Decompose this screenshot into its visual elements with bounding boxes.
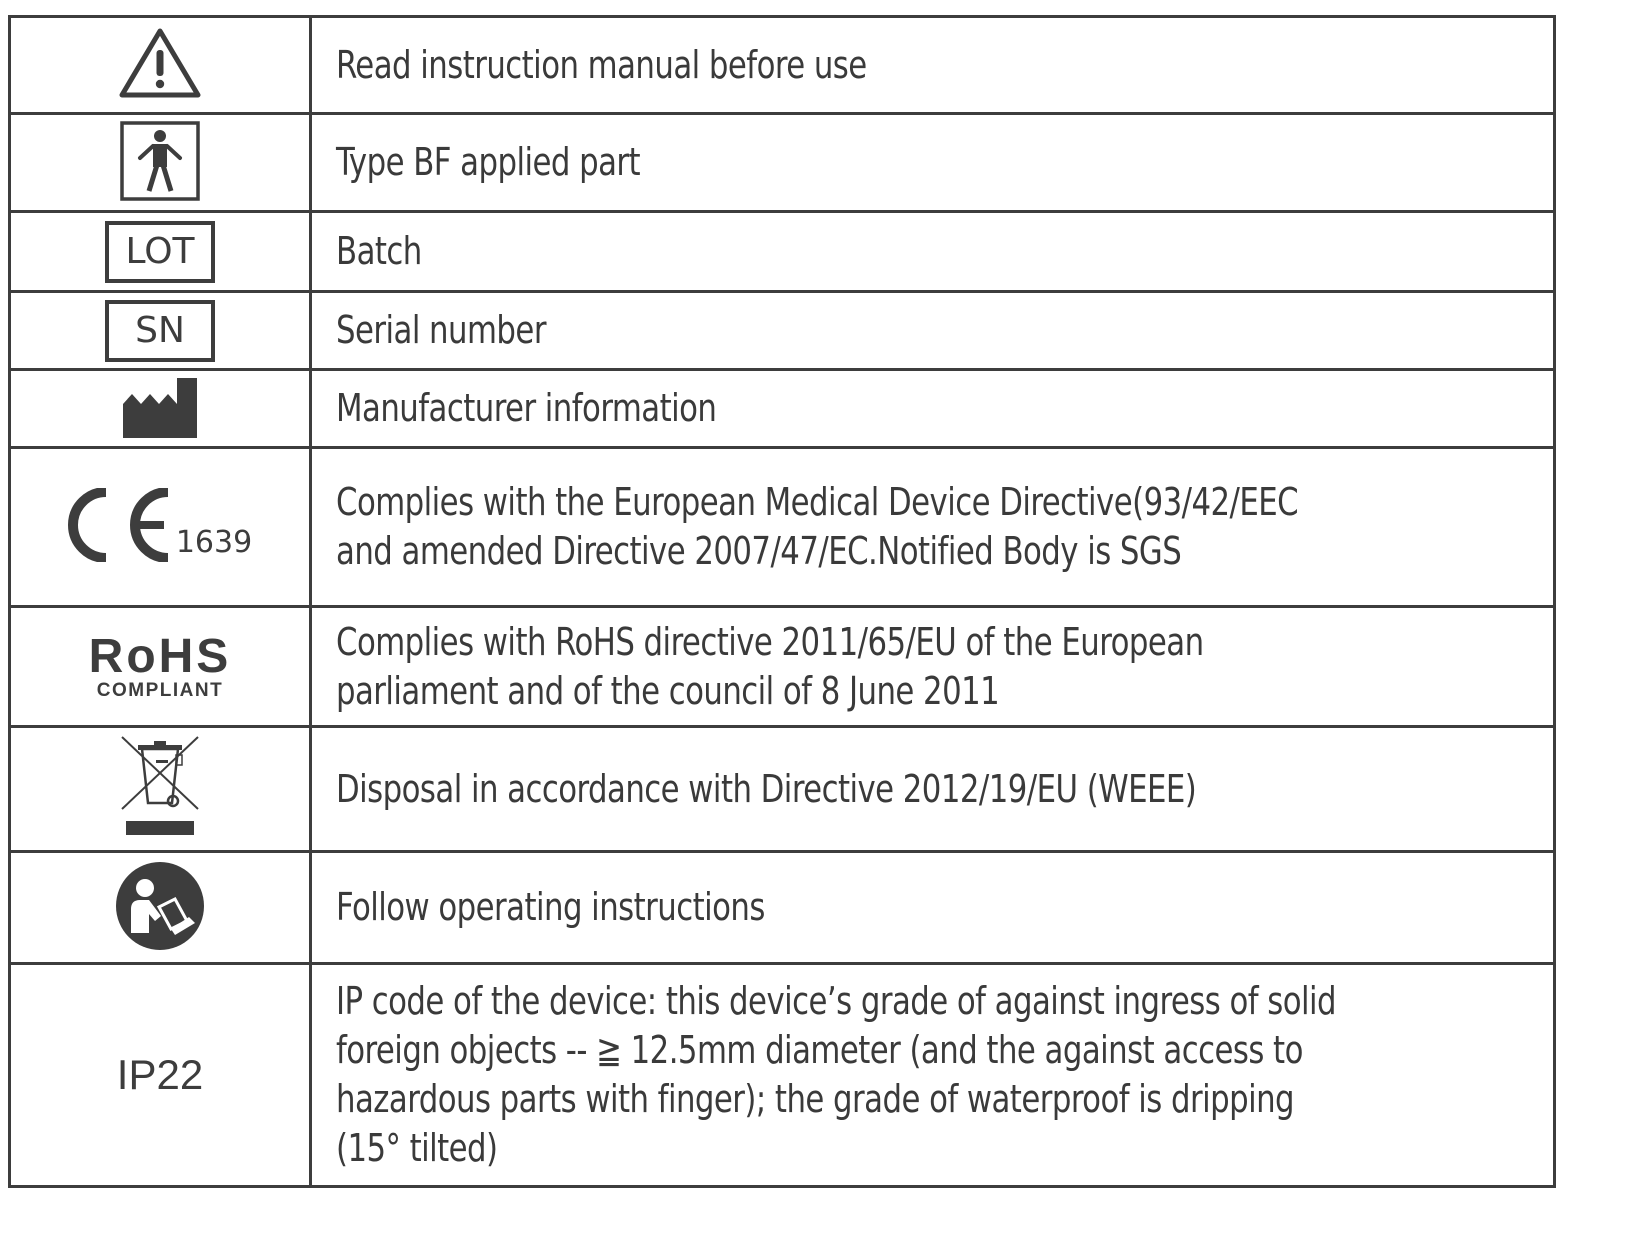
description-text: Complies with the European Medical Device Directive(93/42/EEC [336,480,1299,524]
table-row [10,17,1555,114]
description-text: parliament and of the council of 8 June 2011 [336,668,1000,713]
description-text: (15° tilted) [336,1126,498,1170]
description-cell [311,607,1555,727]
notified-body-number: 1639 [175,525,253,560]
warning-triangle-icon [118,26,202,100]
lot-symbol: LOT [105,221,215,283]
table-row [10,114,1555,212]
manufacturer-factory-icon [123,376,197,438]
symbol-cell [10,212,311,292]
symbol-cell [10,448,311,607]
description-text: Type BF applied part [336,140,641,184]
description-cell [311,212,1555,292]
description-text: and amended Directive 2007/47/EC.Notified Body is SGS [336,529,1182,573]
description-text: hazardous parts with finger); the grade of waterproof is dripping [336,1077,1295,1121]
table-row [10,852,1555,964]
description-cell [311,448,1555,607]
table-row [10,448,1555,607]
table-row [10,964,1555,1187]
ce-mark [68,488,252,562]
ce-mark-icon [68,488,172,562]
description-cell [311,964,1555,1187]
ip-code-symbol: IP22 [116,1051,204,1098]
sn-symbol: SN [105,300,215,362]
rohs-text: RoHS [88,629,232,683]
symbol-cell [10,17,311,114]
description-cell [311,727,1555,852]
symbol-cell [10,370,311,448]
description-cell [311,852,1555,964]
description-cell [311,114,1555,212]
table-row [10,607,1555,727]
symbol-cell [10,727,311,852]
description-cell [311,292,1555,370]
description-text: Batch [336,229,422,273]
type-bf-applied-part-icon [120,121,200,201]
symbol-cell [10,292,311,370]
description-text: Disposal in accordance with Directive 2012/19/EU (WEEE) [336,766,1197,811]
rohs-compliant-logo [88,629,232,701]
description-text: Manufacturer information [336,386,717,430]
weee-crossed-bin-icon [118,733,202,841]
table-row [10,727,1555,852]
description-text: IP code of the device: this device’s grade of against ingress of solid [336,979,1337,1023]
description-text: Follow operating instructions [336,885,765,929]
description-text: Read instruction manual before use [336,42,867,87]
description-text: foreign objects -- ≧ 12.5mm diameter (and the against access to [336,1028,1303,1072]
compliant-text: COMPLIANT [96,679,224,701]
symbol-cell [10,852,311,964]
follow-instructions-icon [115,861,205,951]
table-row [10,212,1555,292]
description-text: Serial number [336,308,546,352]
symbols-table [8,15,1556,1188]
symbol-cell [10,964,311,1187]
description-cell [311,17,1555,114]
table-row [10,370,1555,448]
symbol-cell [10,607,311,727]
table-row [10,292,1555,370]
symbol-cell [10,114,311,212]
description-cell [311,370,1555,448]
description-text: Complies with RoHS directive 2011/65/EU of the European [336,619,1204,664]
